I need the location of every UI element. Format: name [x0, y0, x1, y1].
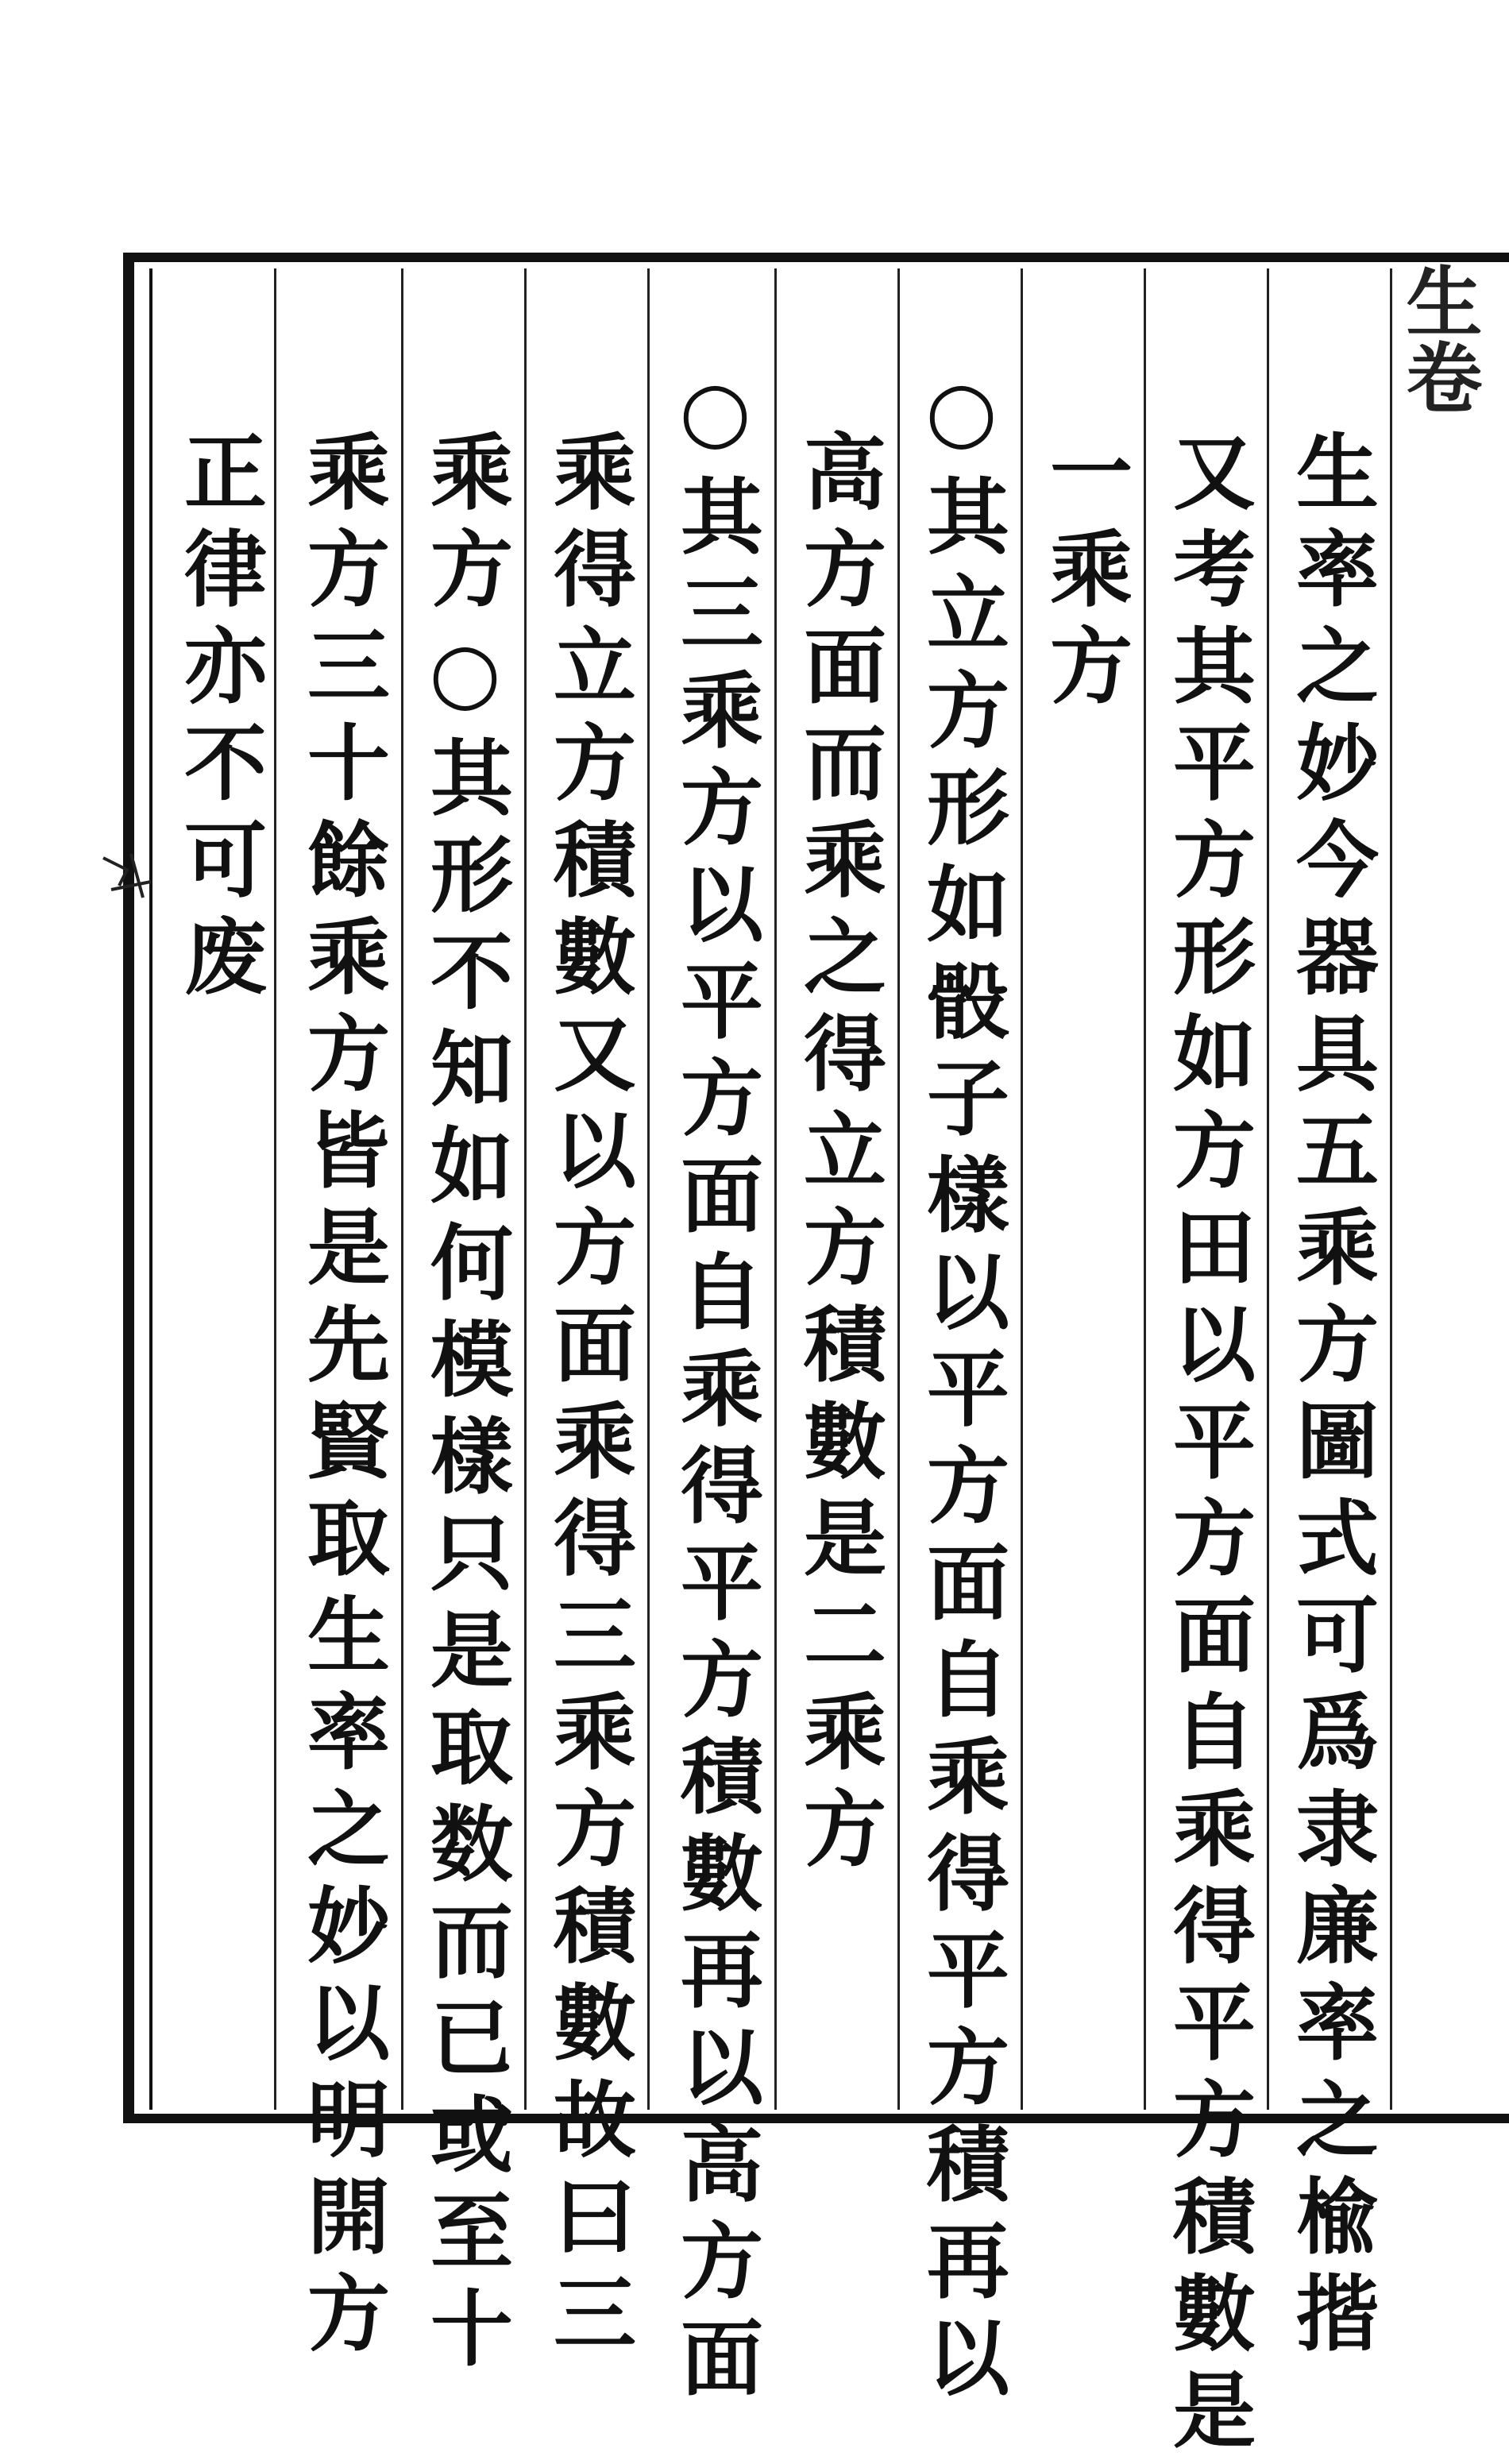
- column-rule: [1144, 268, 1146, 2110]
- text-column-5: 高方面而乘之得立方積數是二乘方: [789, 429, 887, 1883]
- column-rule: [1021, 268, 1023, 2110]
- column-rule: [774, 268, 777, 2110]
- text-column-3: 一乘方: [1036, 429, 1133, 720]
- column-rule: [524, 268, 527, 2110]
- column-rule: [401, 268, 403, 2110]
- inner-border-line: [149, 268, 152, 2110]
- text-column-7: 乘得立方積數又以方面乘得三乘方積數故曰三: [539, 429, 637, 2367]
- edge-fragment-text: 生卷: [1394, 262, 1484, 415]
- column-rule: [1267, 268, 1269, 2110]
- ink-blemish: [95, 842, 167, 906]
- column-rule: [274, 268, 276, 2110]
- text-column-4: ○其立方形如骰子樣以平方面自乘得平方積再以: [913, 361, 1010, 2412]
- text-column-9: 乘方三十餘乘方皆是先賢取生率之妙以明開方: [293, 429, 391, 2367]
- column-rule: [897, 268, 900, 2110]
- text-column-2: 又考其平方形如方田以平方面自乘得平方積數是: [1159, 429, 1256, 2464]
- column-rule: [647, 268, 650, 2110]
- text-column-10: 正律亦不可废: [170, 429, 268, 1010]
- text-column-1: 生率之妙今器具五乘方圖式可爲隶廉率之楡揩: [1282, 429, 1380, 2367]
- text-column-8: 乘方○其形不知如何模樣只是取数而已或至十: [416, 429, 514, 2382]
- text-column-6: ○其三乘方以平方面自乘得平方積數再以高方面: [666, 361, 764, 2412]
